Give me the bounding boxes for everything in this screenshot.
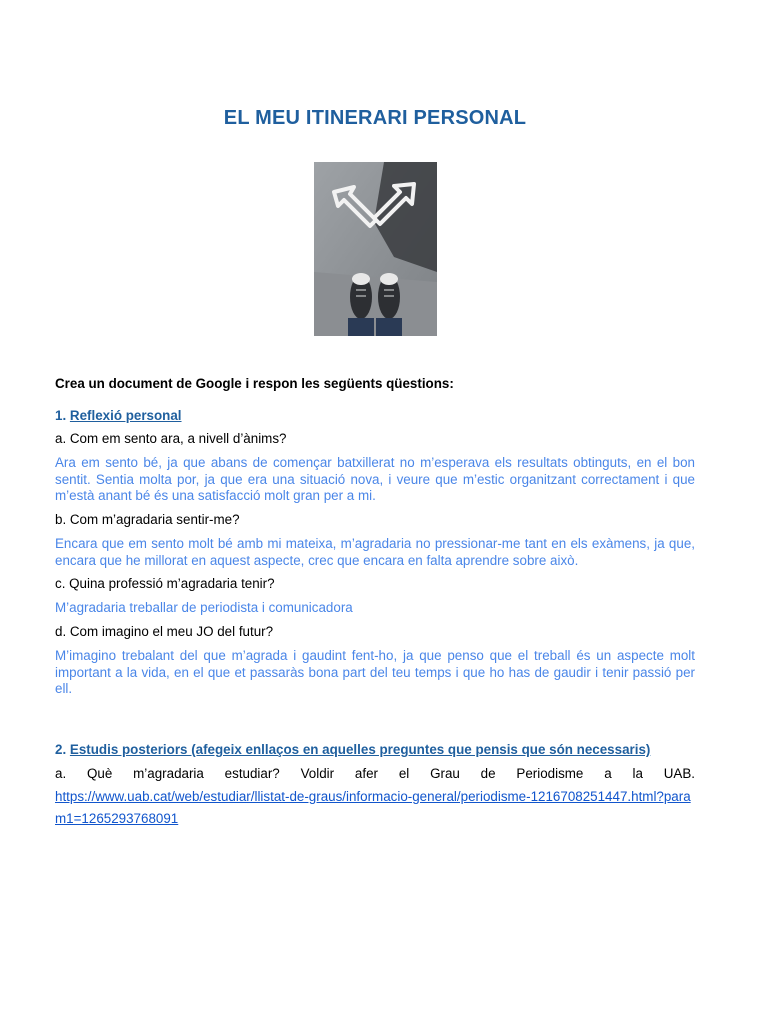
section-2-number: 2. (55, 742, 67, 757)
document-title: EL MEU ITINERARI PERSONAL (223, 107, 527, 129)
instruction-text: Crea un document de Google i respon les següents qüestions: (55, 376, 454, 391)
question-1b: b. Com m’agradaria sentir-me? (55, 512, 240, 527)
question-2a: a. Què m’agradaria estudiar? Voldir afer el Grau de Periodisme a la UAB. (55, 766, 695, 781)
section-1-title: Reflexió personal (69, 408, 182, 423)
section-2-title: Estudis posteriors (afegeix enllaços en aquelles preguntes que pensis que són necessaris) (69, 742, 651, 757)
answer-1c: M’agradaria treballar de periodista i comunicadora (55, 600, 353, 615)
answer-1b: Encara que em sento molt bé amb mi mateixa, m’agradaria no pressionar-me tant en els exàmens, ja que, encara que he millorat en aquest aspecte, crec que encara en falta aprendre sobre això. (55, 536, 695, 568)
question-1d: d. Com imagino el meu JO del futur? (55, 624, 274, 639)
crossroads-arrows-photo (314, 162, 437, 336)
answer-1d: M’imagino trebalant del que m’agrada i gaudint fent-ho, ja que penso que el treball és un aspecte molt important a la vida, en el que et passaràs bona part del teu temps i que ho has de gaudir i tenir passió per ell. (55, 648, 695, 696)
question-1a: a. Com em sento ara, a nivell d’ànims? (55, 431, 287, 446)
question-1c: c. Quina professió m’agradaria tenir? (55, 576, 275, 591)
section-2-heading (55, 742, 695, 759)
section-1-heading (55, 408, 695, 425)
uab-periodisme-link[interactable]: https://www.uab.cat/web/estudiar/llistat-de-graus/informacio-general/periodisme-1216708251447.html?param1=1265293768091 (55, 789, 691, 826)
answer-1a: Ara em sento bé, ja que abans de començar batxillerat no m’esperava els resultats obtinguts, en el bon sentit. Sentia molta por, ja que era una situació nova, i veure que m’estic organitzant correctament i que m’està anant bé és una satisfacció molt gran per a mi. (55, 455, 695, 503)
section-1-number: 1. (55, 408, 67, 423)
